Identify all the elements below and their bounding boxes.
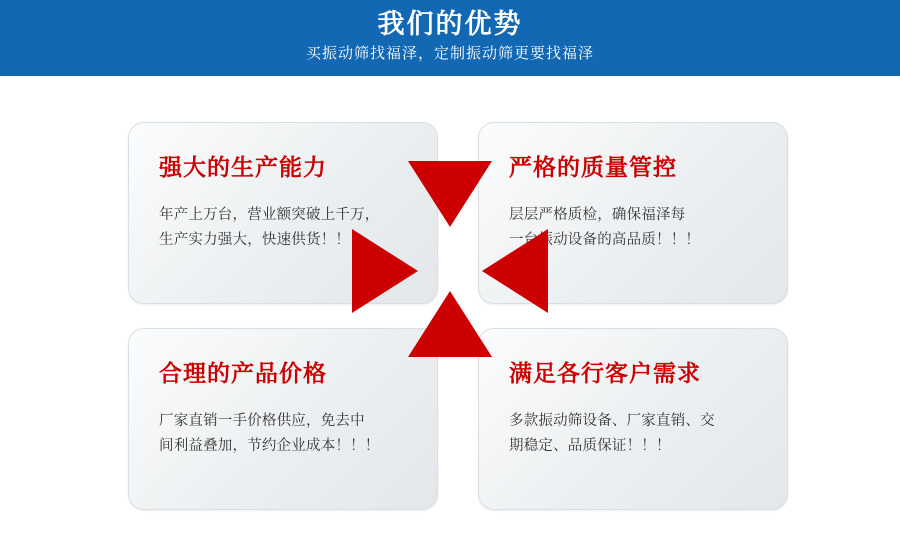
card-body — [159, 409, 411, 459]
card-text-line: 生产实力强大，快速供货！！！ — [159, 232, 365, 248]
card-title: 合理的产品价格 — [159, 360, 327, 386]
card-title: 满足各行客户需求 — [509, 360, 701, 386]
card-text-line: 一台振动设备的高品质！！！ — [509, 232, 701, 248]
header-banner — [0, 0, 900, 76]
card-title: 强大的生产能力 — [159, 154, 327, 180]
page-subtitle: 买振动筛找福泽，定制振动筛更要找福泽 — [305, 45, 594, 62]
card-body — [509, 203, 761, 253]
advantage-card-grid — [128, 122, 788, 510]
card-body — [509, 409, 761, 459]
advantage-card-customer-needs — [478, 328, 788, 510]
page-title: 我们的优势 — [377, 9, 523, 39]
card-text-line: 间利益叠加，节约企业成本！！！ — [159, 438, 380, 454]
card-text-line: 厂家直销一手价格供应，免去中 — [159, 413, 365, 429]
advantage-card-price — [128, 328, 438, 510]
card-text-line: 多款振动筛设备、厂家直销、交 — [509, 413, 715, 429]
card-text-line: 年产上万台，营业额突破上千万， — [159, 207, 380, 223]
advantage-card-quality — [478, 122, 788, 304]
advantage-card-production — [128, 122, 438, 304]
card-text-line: 期稳定、品质保证！！！ — [509, 438, 671, 454]
card-text-line: 层层严格质检，确保福泽每 — [509, 207, 686, 223]
card-title: 严格的质量管控 — [509, 154, 677, 180]
card-body — [159, 203, 411, 253]
